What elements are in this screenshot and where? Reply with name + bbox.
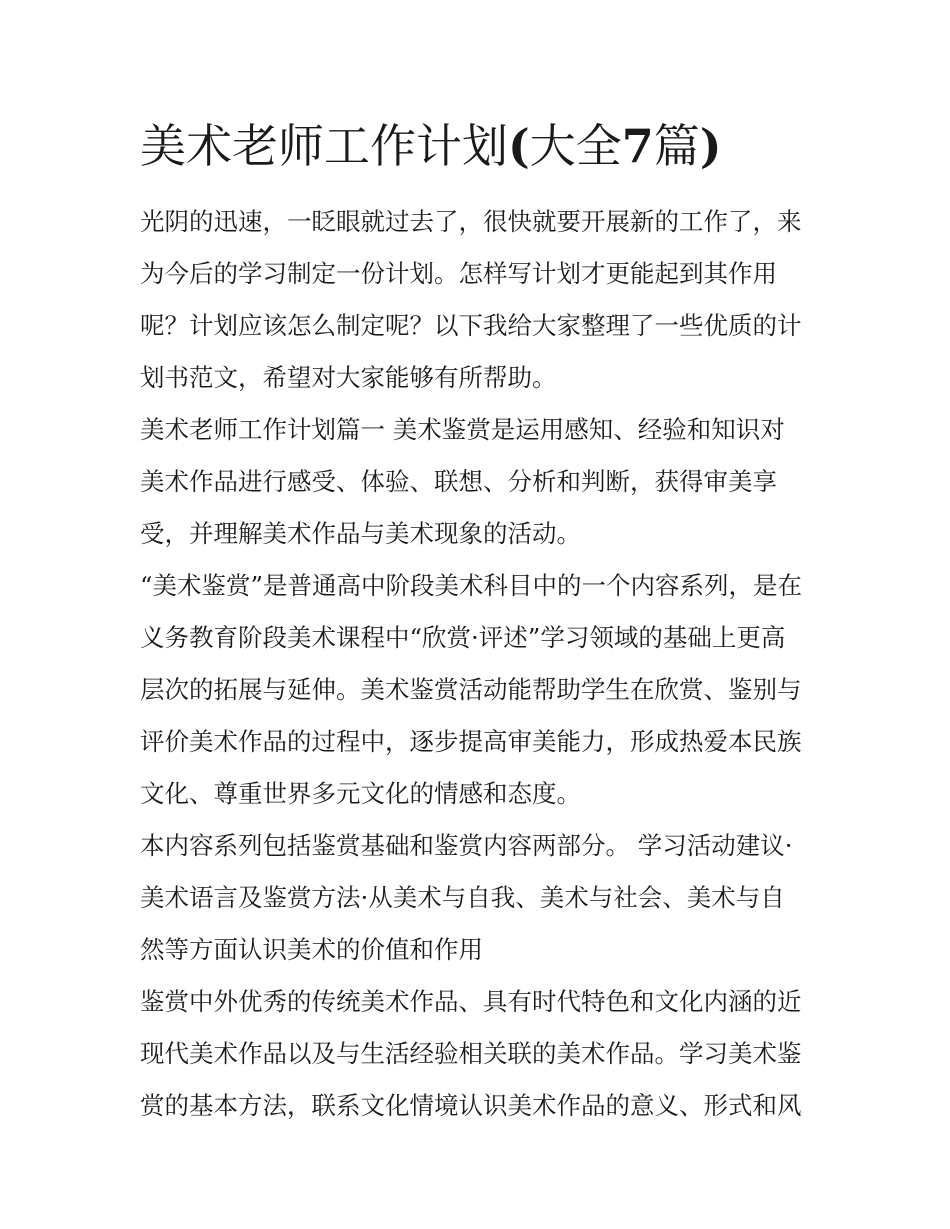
text-line: 评价美术作品的过程中，逐步提高审美能力，形成热爱本民族 [140, 727, 802, 756]
text-line: “美术鉴赏”是普通高中阶段美术科目中的一个内容系列，是在 [140, 571, 803, 600]
text-line: 本内容系列包括鉴赏基础和鉴赏内容两部分。 学习活动建议· [140, 831, 793, 860]
title-open-paren: ( [508, 119, 530, 173]
text-line: 赏的基本方法，联系文化情境认识美术作品的意义、形式和风 [140, 1091, 802, 1120]
text-line: 为今后的学习制定一份计划。怎样写计划才更能起到其作用 [140, 259, 777, 288]
title-close-paren: ) [699, 119, 722, 173]
document-body [140, 196, 830, 1132]
title-text-pian: 篇 [653, 119, 700, 173]
text-line: 义务教育阶段美术课程中“欣赏·评述”学习领域的基础上更高 [140, 623, 786, 652]
text-line: 美术老师工作计划篇一 美术鉴赏是运用感知、经验和知识对 [140, 415, 785, 444]
text-line: 美术作品进行感受、体验、联想、分析和判断，获得审美享 [140, 467, 777, 496]
text-line: 划书范文，希望对大家能够有所帮助。 [140, 363, 557, 392]
text-line: 文化、尊重世界多元文化的情感和态度。 [140, 779, 581, 808]
title-text: 美术老师工作计划 [140, 119, 508, 173]
text-line: 然等方面认识美术的价值和作用 [140, 935, 483, 964]
text-line: 受，并理解美术作品与美术现象的活动。 [140, 519, 581, 548]
title-text-daquan: 大全 [529, 119, 622, 173]
text-line: 层次的拓展与延伸。美术鉴赏活动能帮助学生在欣赏、鉴别与 [140, 675, 802, 704]
document-title [140, 114, 830, 178]
text-line: 呢？计划应该怎么制定呢？以下我给大家整理了一些优质的计 [140, 311, 802, 340]
title-number: 7 [621, 119, 654, 173]
text-line: 现代美术作品以及与生活经验相关联的美术作品。学习美术鉴 [140, 1039, 802, 1068]
text-line: 光阴的迅速，一眨眼就过去了，很快就要开展新的工作了，来 [140, 207, 802, 236]
text-line: 鉴赏中外优秀的传统美术作品、具有时代特色和文化内涵的近 [140, 987, 802, 1016]
text-line: 美术语言及鉴赏方法·从美术与自我、美术与社会、美术与自 [140, 883, 785, 912]
